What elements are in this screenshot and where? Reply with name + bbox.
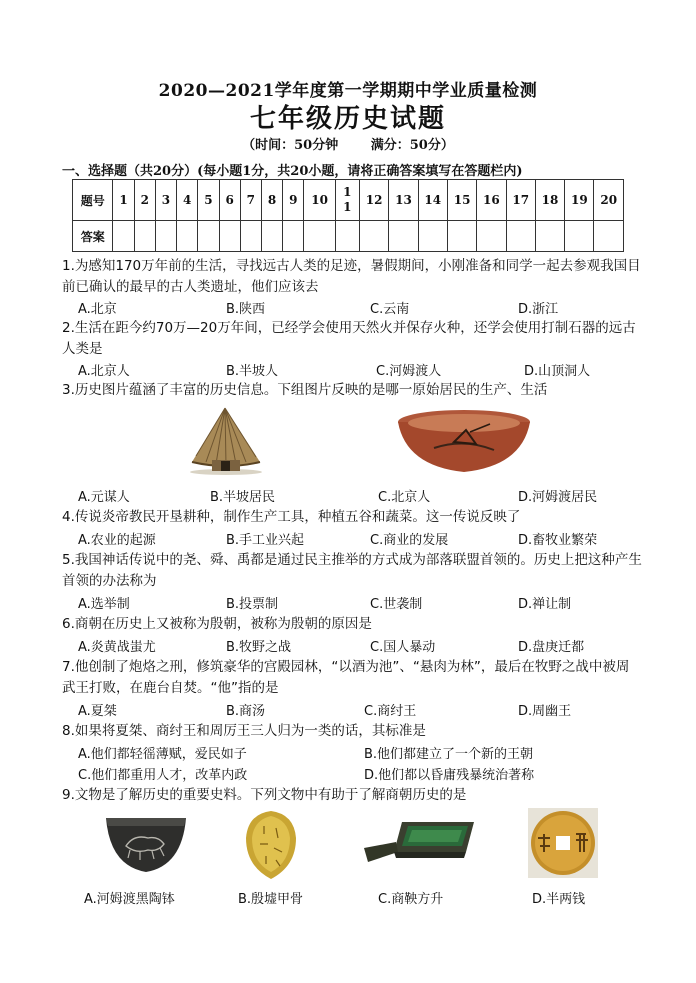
option-c[interactable]: C.世袭制: [370, 597, 423, 612]
question-number-cell: 13: [389, 180, 418, 221]
answer-cell[interactable]: [304, 221, 335, 252]
option-a[interactable]: A.选举制: [78, 597, 130, 612]
option-d[interactable]: D.河姆渡居民: [518, 490, 598, 505]
artifact-caption-c[interactable]: C.商鞅方升: [378, 892, 444, 907]
question-6-stem: 6.商朝在历史上又被称为殷朝，被称为殷朝的原因是: [62, 616, 372, 632]
question-number-cell: 14: [418, 180, 447, 221]
question-number-cell: 20: [594, 180, 624, 221]
question-number-cell: 2: [134, 180, 155, 221]
answer-cell[interactable]: [594, 221, 624, 252]
option-b[interactable]: B.商汤: [226, 704, 266, 719]
question-number-cell: 9: [283, 180, 304, 221]
answer-cell[interactable]: [219, 221, 240, 252]
option-d[interactable]: D.山顶洞人: [524, 364, 591, 379]
option-c[interactable]: C.北京人: [378, 490, 431, 505]
question-2-stem: 2.生活在距今约70万—20万年间，已经学会使用天然火并保存火种，还学会使用打制石器的远古人类是: [62, 320, 636, 357]
question-number-cell: 6: [219, 180, 240, 221]
question-number-cell: 10: [304, 180, 335, 221]
answer-cell[interactable]: [565, 221, 594, 252]
artifact-caption-b[interactable]: B.殷墟甲骨: [238, 892, 304, 907]
option-a[interactable]: A.夏桀: [78, 704, 117, 719]
thatched-hut-image: [186, 404, 264, 476]
option-a[interactable]: A.他们都轻徭薄赋，爱民如子: [78, 747, 247, 762]
question-3-options: [78, 486, 638, 506]
option-c[interactable]: C.云南: [370, 302, 410, 317]
answer-cell[interactable]: [240, 221, 261, 252]
exam-score: 满分：50分）: [370, 138, 454, 153]
answer-cell[interactable]: [155, 221, 176, 252]
answer-cell[interactable]: [389, 221, 418, 252]
answer-cell[interactable]: [177, 221, 198, 252]
option-d[interactable]: D.禅让制: [518, 597, 572, 612]
question-1-stem: 1.为感知170万年前的生活，寻找远古人类的足迹，暑假期间，小刚准备和同学一起去参观我国目前已确认的最早的古人类遗址，他们应该去: [62, 258, 641, 295]
answer-table: [72, 179, 624, 252]
question-7-options: [78, 700, 638, 720]
answer-cell[interactable]: [198, 221, 219, 252]
answer-cell[interactable]: [418, 221, 447, 252]
question-7-stem: 7.他创制了炮烙之刑，修筑豪华的宫殿园林，“以酒为池”、“悬肉为林”，最后在牧野之战中被周武王打败，在鹿台自焚。“他”指的是: [62, 659, 630, 696]
question-number-cell: 12: [359, 180, 388, 221]
answer-table-label: 题号: [73, 180, 113, 221]
option-a[interactable]: A.北京人: [78, 364, 130, 379]
answer-table-answer-row: [73, 221, 624, 252]
exam-year-title: 2020—2021学年度第一学期期中学业质量检测: [158, 81, 538, 101]
option-a[interactable]: A.炎黄战蚩尤: [78, 640, 156, 655]
answer-cell[interactable]: [113, 221, 134, 252]
option-d[interactable]: D.周幽王: [518, 704, 572, 719]
oracle-bone-image: [242, 808, 300, 882]
option-d[interactable]: D.盘庚迁都: [518, 640, 585, 655]
option-d[interactable]: D.畜牧业繁荣: [518, 533, 598, 548]
answer-cell[interactable]: [335, 221, 359, 252]
question-number-cell: 8: [261, 180, 282, 221]
artifact-caption-a[interactable]: A.河姆渡黑陶钵: [84, 892, 175, 907]
question-3-stem: 3.历史图片蕴涵了丰富的历史信息。下组图片反映的是哪一原始居民的生产、生活: [62, 382, 548, 398]
answer-table-answer-label: 答案: [73, 221, 113, 252]
answer-cell[interactable]: [477, 221, 506, 252]
question-8-options-row1: [78, 743, 638, 763]
option-b[interactable]: B.半坡人: [226, 364, 279, 379]
question-number-cell: 7: [240, 180, 261, 221]
question-number-cell: 16: [477, 180, 506, 221]
option-d[interactable]: D.他们都以昏庸残暴统治著称: [364, 768, 535, 783]
option-c[interactable]: C.河姆渡人: [376, 364, 442, 379]
option-b[interactable]: B.陕西: [226, 302, 266, 317]
question-number-cell: 17: [506, 180, 535, 221]
option-b[interactable]: B.半坡居民: [210, 490, 276, 505]
question-2-options: [78, 360, 638, 380]
answer-cell[interactable]: [535, 221, 564, 252]
question-number-cell: 3: [155, 180, 176, 221]
option-a[interactable]: A.农业的起源: [78, 533, 156, 548]
exam-time-score: [0, 134, 696, 153]
exam-subject-title: 七年级历史试题: [249, 104, 446, 134]
answer-cell[interactable]: [261, 221, 282, 252]
option-a[interactable]: A.元谋人: [78, 490, 130, 505]
question-8-stem: 8.如果将夏桀、商纣王和周厉王三人归为一类的话，其标准是: [62, 723, 426, 739]
ban-liang-coin-image: [528, 808, 598, 878]
answer-cell[interactable]: [283, 221, 304, 252]
question-8-options-row2: [78, 764, 638, 784]
question-number-cell: 18: [535, 180, 564, 221]
option-b[interactable]: B.手工业兴起: [226, 533, 305, 548]
answer-cell[interactable]: [506, 221, 535, 252]
option-b[interactable]: B.他们都建立了一个新的王朝: [364, 747, 534, 762]
option-a[interactable]: A.北京: [78, 302, 117, 317]
option-c[interactable]: C.国人暴动: [370, 640, 436, 655]
question-4-stem: 4.传说炎帝教民开垦耕种，制作生产工具，种植五谷和蔬菜。这一传说反映了: [62, 509, 521, 525]
black-pottery-bowl-image: [100, 810, 192, 876]
question-6-options: [78, 636, 638, 656]
painted-pottery-bowl-image: [394, 408, 534, 474]
artifact-caption-d[interactable]: D.半两钱: [532, 892, 586, 907]
option-b[interactable]: B.牧野之战: [226, 640, 292, 655]
option-c[interactable]: C.商纣王: [364, 704, 417, 719]
question-4-options: [78, 529, 638, 549]
question-number-cell: 1: [113, 180, 134, 221]
option-c[interactable]: C.他们都重用人才，改革内政: [78, 768, 248, 783]
question-number-cell: 5: [198, 180, 219, 221]
question-number-cell: 4: [177, 180, 198, 221]
answer-cell[interactable]: [359, 221, 388, 252]
option-c[interactable]: C.商业的发展: [370, 533, 449, 548]
bronze-measuring-vessel-image: [362, 812, 482, 872]
section-heading: 一、选择题（共20分）(每小题1分，共20小题，请将正确答案填写在答题栏内): [62, 164, 523, 179]
answer-cell[interactable]: [134, 221, 155, 252]
question-1-options: [78, 298, 638, 318]
option-b[interactable]: B.投票制: [226, 597, 279, 612]
question-5-options: [78, 593, 638, 613]
question-number-cell: 15: [447, 180, 476, 221]
exam-time: （时间：50分钟: [242, 138, 339, 153]
question-number-cell: 19: [565, 180, 594, 221]
answer-table-header-row: [73, 180, 624, 221]
option-d[interactable]: D.浙江: [518, 302, 559, 317]
question-9-stem: 9.文物是了解历史的重要史料。下列文物中有助于了解商朝历史的是: [62, 787, 467, 803]
question-number-cell: 1 1: [335, 180, 359, 221]
answer-cell[interactable]: [447, 221, 476, 252]
question-5-stem: 5.我国神话传说中的尧、舜、禹都是通过民主推举的方式成为部落联盟首领的。历史上把这种产生首领的办法称为: [62, 552, 642, 589]
